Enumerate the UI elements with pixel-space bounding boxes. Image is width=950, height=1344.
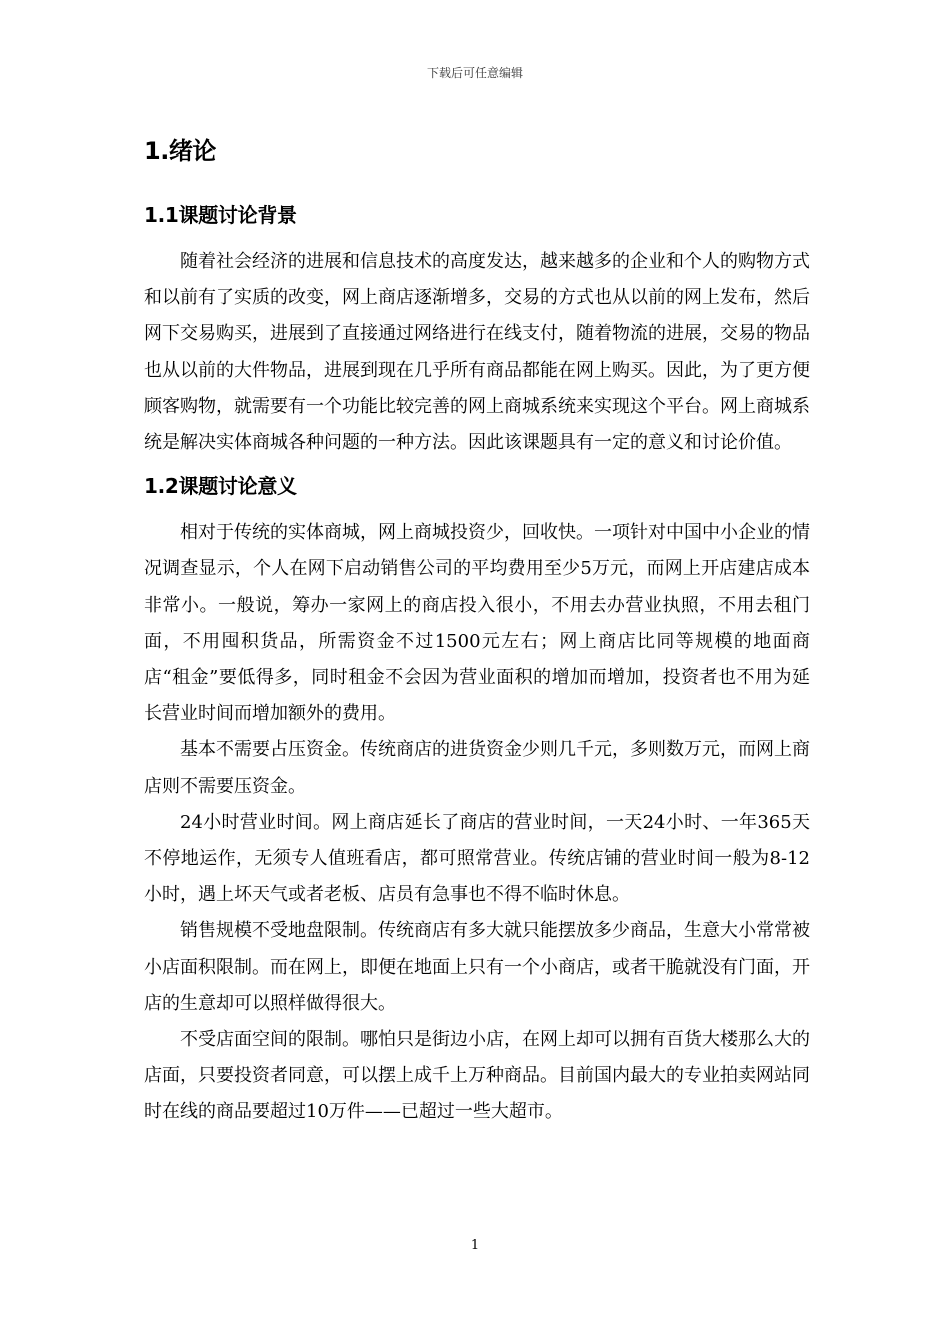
section-heading-wrap xyxy=(144,467,810,505)
page-number: 1 xyxy=(470,1238,480,1253)
paragraph: 相对于传统的实体商城，网上商城投资少，回收快。一项针对中国中小企业的情况调查显示，个人在网下启动销售公司的平均费用至少5万元，而网上开店建店成本非常小。一般说，筹办一家网上的商店投入很小，不用去办营业执照，不用去租门面，不用囤积货品，所需资金不过1500元左右；网上商店比同等规模的地面商店“租金”要低得多，同时租金不会因为营业面积的增加而增加，投资者也不用为延长营业时间而增加额外的费用。 xyxy=(144,522,810,725)
chapter-title: 1.绪论 xyxy=(144,137,216,165)
section-significance xyxy=(144,467,810,1130)
chapter-heading-wrap xyxy=(144,128,810,174)
paragraph: 不受店面空间的限制。哪怕只是街边小店，在网上却可以拥有百货大楼那么大的店面，只要投资者同意，可以摆上成千上万种商品。目前国内最大的专业拍卖网站同时在线的商品要超过10万件——已超过一些大超市。 xyxy=(144,1029,810,1123)
section-heading-wrap xyxy=(144,196,810,234)
page-header-note: 下载后可任意编辑 xyxy=(426,66,523,80)
paragraph: 基本不需要占压资金。传统商店的进货资金少则几千元，多则数万元，而网上商店则不需要压资金。 xyxy=(144,739,810,797)
paragraph: 随着社会经济的进展和信息技术的高度发达，越来越多的企业和个人的购物方式和以前有了实质的改变，网上商店逐渐增多，交易的方式也从以前的网上发布，然后网下交易购买，进展到了直接通过网络进行在线支付，随着物流的进展，交易的物品也从以前的大件物品，进展到现在几乎所有商品都能在网上购买。因此，为了更方便顾客购物，就需要有一个功能比较完善的网上商城系统来实现这个平台。网上商城系统是解决实体商城各种问题的一种方法。因此该课题具有一定的意义和讨论价值。 xyxy=(144,251,810,454)
section-background xyxy=(144,196,810,461)
paragraph: 24小时营业时间。网上商店延长了商店的营业时间，一天24小时、一年365天不停地运作，无须专人值班看店，都可照常营业。传统店铺的营业时间一般为8-12小时，遇上坏天气或者老板、店员有急事也不得不临时休息。 xyxy=(144,811,810,906)
paragraph: 销售规模不受地盘限制。传统商店有多大就只能摆放多少商品，生意大小常常被小店面积限制。而在网上，即便在地面上只有一个小商店，或者干脆就没有门面，开店的生意却可以照样做得很大。 xyxy=(144,920,810,1014)
section-title: 1.1课题讨论背景 xyxy=(144,203,297,227)
document-body xyxy=(144,128,810,1131)
section-title: 1.2课题讨论意义 xyxy=(144,474,297,499)
